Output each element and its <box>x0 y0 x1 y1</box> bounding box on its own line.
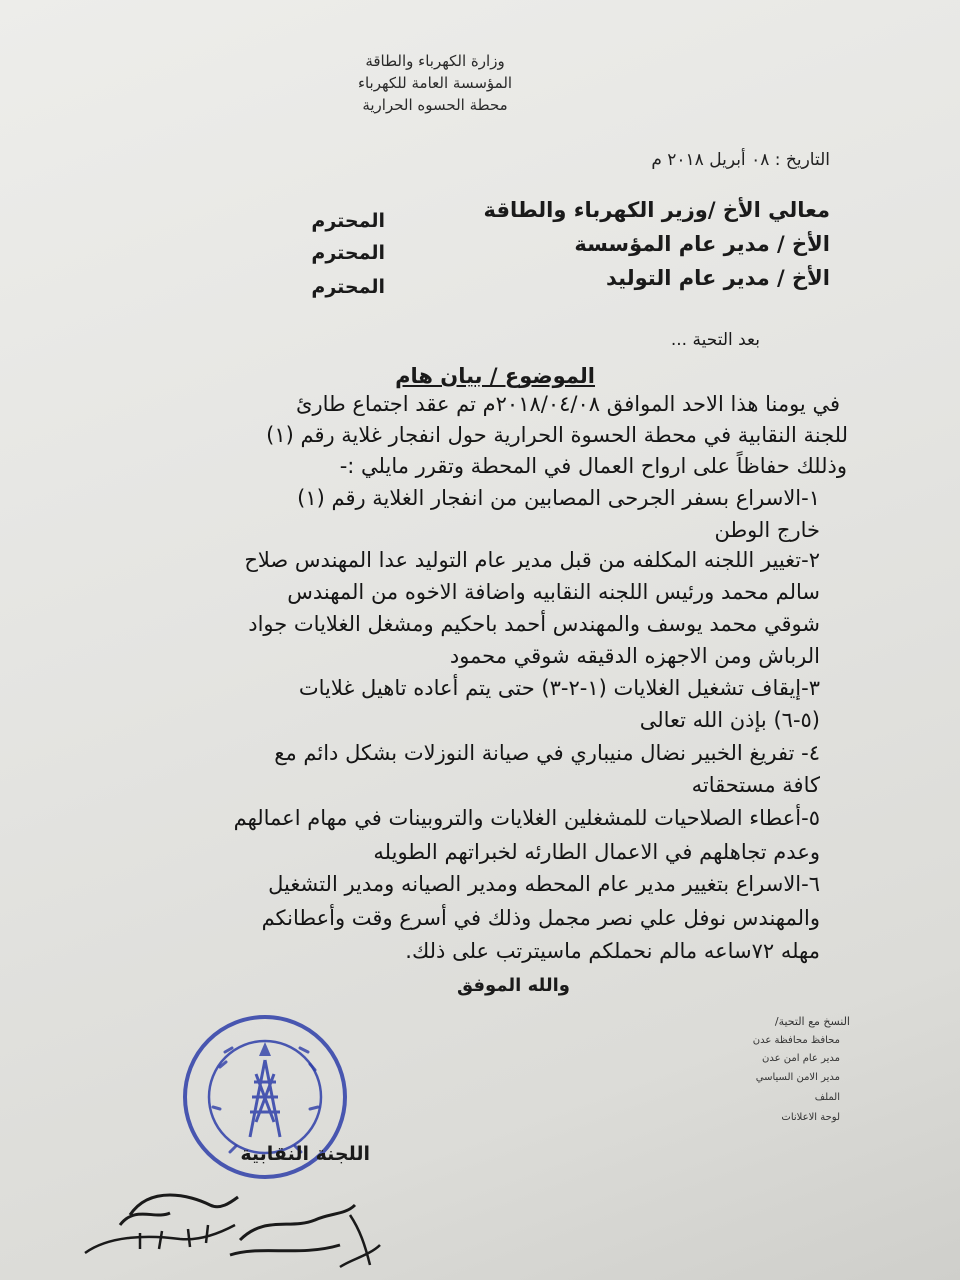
cc-item: لوحة الاعلانات <box>781 1112 840 1123</box>
body-line: كافة مستحقاته <box>691 773 820 797</box>
body-line: الرباش ومن الاجهزه الدقيقه شوقي محمود <box>449 644 820 668</box>
body-line: وذللك حفاظاً على ارواح العمال في المحطة وتقرر مايلي :- <box>339 454 847 478</box>
addressee-generation-director-title: المحترم <box>311 276 385 298</box>
closing-phrase: والله الموفق <box>457 975 570 996</box>
ministry-name: وزارة الكهرباء والطاقة <box>365 52 505 70</box>
corporation-name: المؤسسة العامة للكهرباء <box>357 74 513 92</box>
body-line: في يومنا هذا الاحد الموافق ٢٠١٨/٠٤/٠٨م تم عقد اجتماع طارئ <box>296 392 840 416</box>
addressee-generation-director: الأخ / مدير عام التوليد <box>606 266 830 290</box>
cc-title: النسخ مع التحية/ <box>774 1015 850 1028</box>
body-line: خارج الوطن <box>714 518 820 542</box>
body-line: شوقي محمد يوسف والمهندس أحمد باحكيم ومشغل الغلايات جواد <box>248 612 820 636</box>
body-line: سالم محمد ورئيس اللجنه النقابيه واضافة الاخوه من المهندس <box>287 580 820 604</box>
body-line: ٥-أعطاء الصلاحيات للمشغلين الغلايات والتروبينات في مهام اعمالهم <box>233 806 820 830</box>
addressee-minister-title: المحترم <box>311 210 385 232</box>
letter-date: التاريخ : ٠٨ أبريل ٢٠١٨ م <box>651 150 830 170</box>
addressee-corp-director-title: المحترم <box>311 242 385 264</box>
signature-two <box>220 1185 390 1280</box>
body-line: للجنة النقابية في محطة الحسوة الحرارية حول انفجار غلاية رقم (١) <box>266 423 848 447</box>
signature-block: اللجنة النقابية <box>240 1143 370 1165</box>
cc-item: مدير عام امن عدن <box>762 1053 840 1064</box>
body-line: والمهندس نوفل علي نصر مجمل وذلك في أسرع وقت وأعطانكم <box>261 906 820 930</box>
body-line: وعدم تجاهلهم في الاعمال الطارئه لخبراتهم الطويله <box>373 840 820 864</box>
body-line: ٢-تغيير اللجنه المكلفه من قبل مدير عام التوليد عدا المهندس صلاح <box>244 548 820 572</box>
greeting: بعد التحية ... <box>670 330 760 350</box>
letterhead <box>305 50 565 116</box>
body-line: ٤- تفريغ الخبير نضال منيباري في صيانة النوزلات بشكل دائم مع <box>274 741 820 765</box>
body-line: مهله ٧٢ساعه مالم نحملكم ماسيترتب على ذلك. <box>405 939 820 963</box>
subject-line: الموضوع / بيان هام <box>395 364 595 388</box>
cc-item: مدير الامن السياسي <box>755 1072 840 1083</box>
addressee-corp-director: الأخ / مدير عام المؤسسة <box>574 232 830 256</box>
body-line: ٣-إيقاف تشغيل الغلايات (١-٢-٣) حتى يتم أعاده تاهيل غلايات <box>298 676 820 700</box>
body-line: ١-الاسراع بسفر الجرحى المصابين من انفجار الغلاية رقم (١) <box>297 486 820 510</box>
body-line: (٥-٦) بإذن الله تعالى <box>639 708 820 732</box>
station-name: محطة الحسوه الحرارية <box>362 96 508 114</box>
addressee-minister: معالي الأخ /وزير الكهرباء والطاقة <box>483 198 830 222</box>
body-line: ٦-الاسراع بتغيير مدير عام المحطه ومدير الصيانه ومدير التشغيل <box>268 872 820 896</box>
cc-item: الملف <box>814 1092 840 1103</box>
cc-item: محافظ محافظة عدن <box>752 1035 840 1046</box>
